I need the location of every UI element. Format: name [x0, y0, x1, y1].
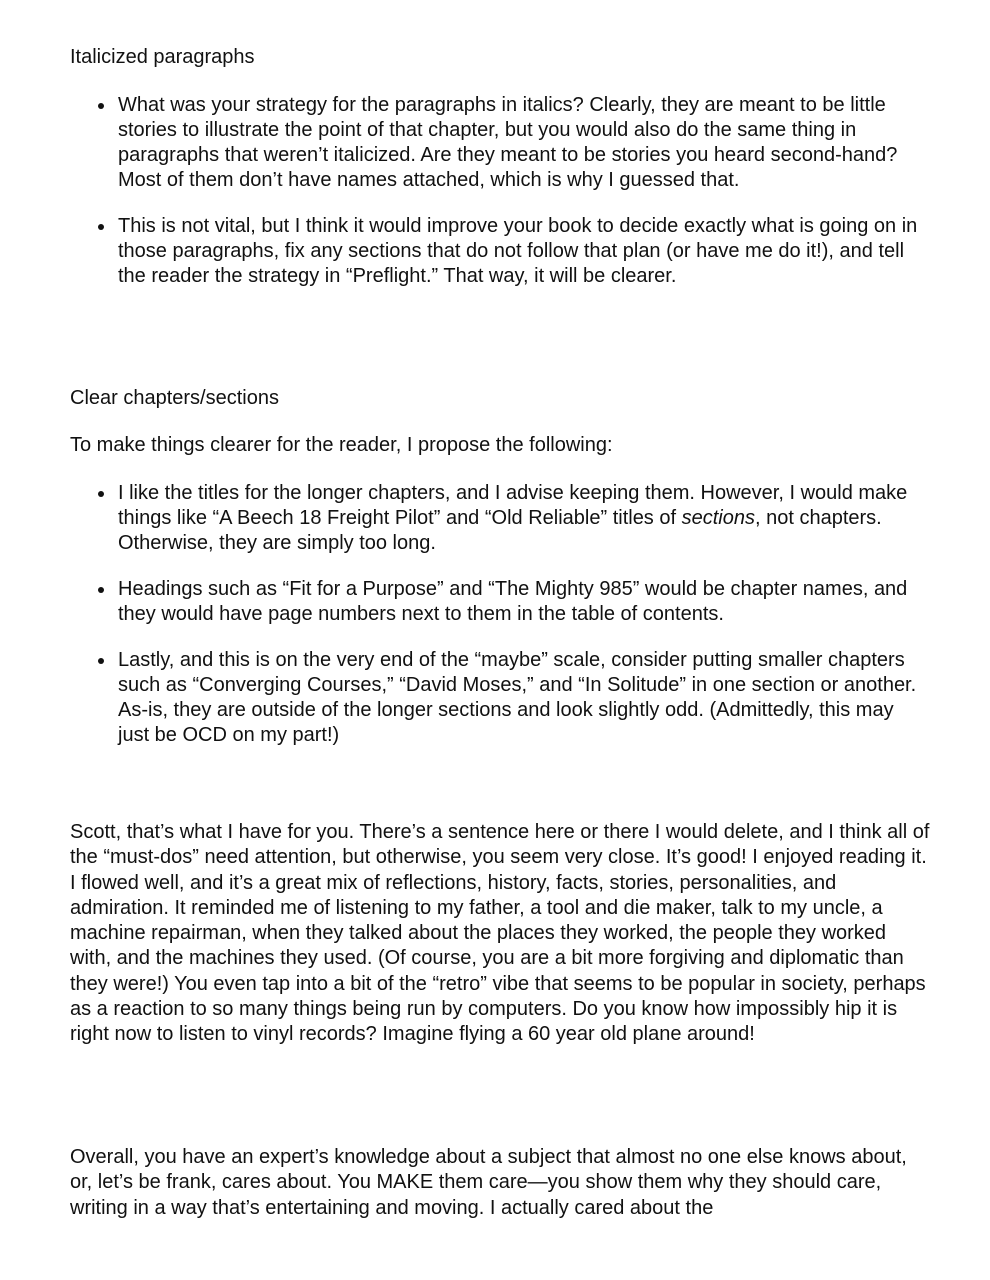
list-item-text: Lastly, and this is on the very end of the “maybe” scale, consider putting smaller chapters such as “Converging Courses,” “David Moses,” and “In Solitude” in one section or another. As-is, they are outside of the longer sections and look slightly odd. (Admittedly, this may just be OCD on my part!)	[118, 649, 917, 746]
list-item	[70, 481, 930, 556]
list-item-text: This is not vital, but I think it would improve your book to decide exactly what is going on in those paragraphs, fix any sections that do not follow that plan (or have me do it!), and tell the reader the strategy in “Preflight.” That way, it will be clearer.	[118, 215, 918, 287]
bullet-icon	[98, 658, 104, 664]
list-item-text	[118, 481, 930, 556]
list-item-text: What was your strategy for the paragraphs in italics? Clearly, they are meant to be little stories to illustrate the point of that chapter, but you would also do the same thing in paragraphs that weren’t italicized. Are they meant to be stories you heard second-hand? Most of them don’t have names attached, which is why I guessed that.	[118, 94, 898, 191]
list-item	[70, 214, 930, 289]
bullet-icon	[98, 103, 104, 109]
list-item-text-part: I like the titles for the longer chapters, and I advise keeping them. However, I would make things like “A Beech 18 Freight Pilot” and “Old Reliable” titles of	[118, 482, 908, 529]
closing-paragraph-2: Overall, you have an expert’s knowledge about a subject that almost no one else knows about, or, let’s be frank, cares about. You MAKE them care—you show them why they should care, writing in a way that’s entertaining and moving. I actually cared about the	[70, 1146, 907, 1219]
bullet-icon	[98, 587, 104, 593]
list-item	[70, 648, 930, 748]
italicized-bullet-list	[70, 93, 930, 310]
section-heading-italicized: Italicized paragraphs	[70, 46, 255, 68]
bullet-icon	[98, 491, 104, 497]
emphasis-text: sections	[681, 507, 755, 529]
chapters-bullet-list	[70, 481, 930, 769]
section-heading-chapters: Clear chapters/sections	[70, 387, 279, 409]
list-item-text-part: , not chapters. Otherwise, they are simply too long.	[118, 507, 882, 554]
closing-paragraph-1: Scott, that’s what I have for you. There’s a sentence here or there I would delete, and I think all of the “must-dos” need attention, but otherwise, you seem very close. It’s good! I enjoyed reading it. I flowed well, and it’s a great mix of reflections, history, facts, stories, personalities, and admiration. It reminded me of listening to my father, a tool and die maker, talk to my uncle, a machine repairman, when they talked about the places they worked, the people they worked with, and the machines they used. (Of course, you are a bit more forgiving and diplomatic than they were!) You even tap into a bit of the “retro” vibe that seems to be popular in society, perhaps as a reaction to so many things being run by computers. Do you know how impossibly hip it is right now to listen to vinyl records? Imagine flying a 60 year old plane around!	[70, 821, 930, 1046]
list-item	[70, 93, 930, 193]
list-item	[70, 577, 930, 627]
bullet-icon	[98, 224, 104, 230]
chapters-intro: To make things clearer for the reader, I propose the following:	[70, 434, 613, 456]
list-item-text: Headings such as “Fit for a Purpose” and “The Mighty 985” would be chapter names, and they would have page numbers next to them in the table of contents.	[118, 578, 908, 625]
